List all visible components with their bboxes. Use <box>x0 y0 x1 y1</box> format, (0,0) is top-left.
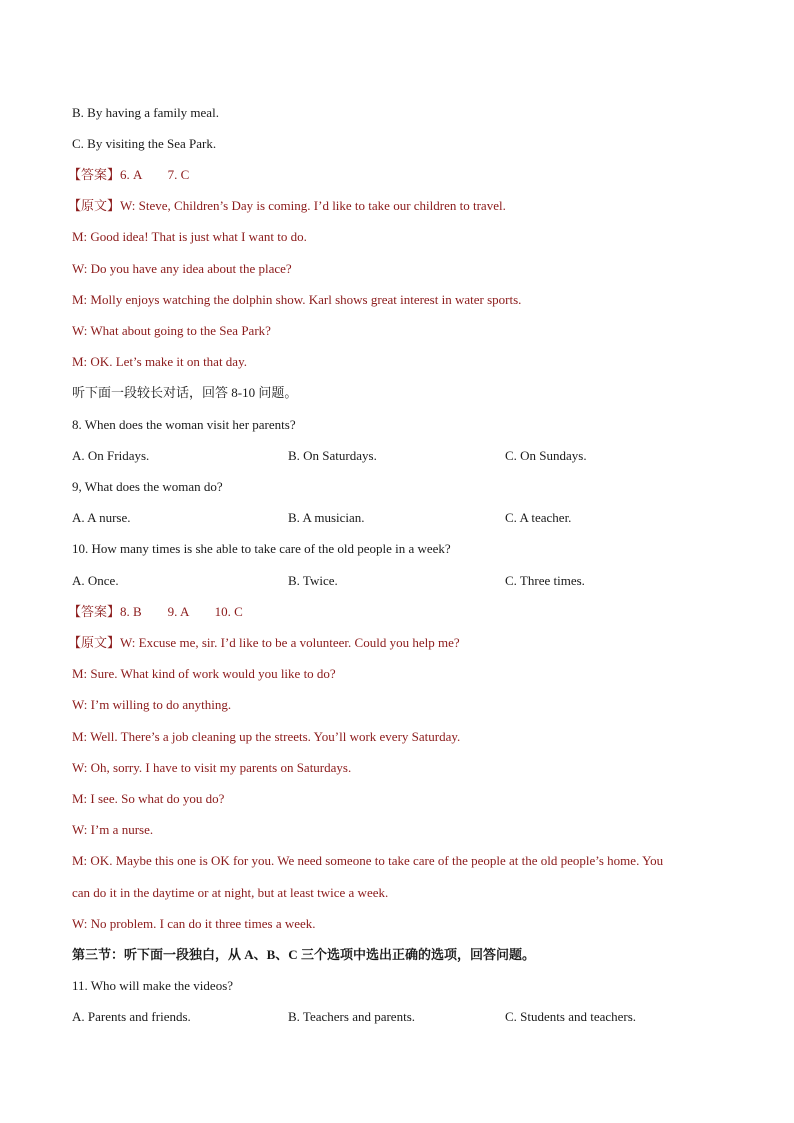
q9-option-a: A. A nurse. <box>72 510 131 525</box>
q10-option-b: B. Twice. <box>288 573 338 588</box>
option-b-line: B. By having a family meal. <box>72 105 219 120</box>
q10-option-a: A. Once. <box>72 573 119 588</box>
transcript-line-1 <box>68 198 506 214</box>
q8-option-c: C. On Sundays. <box>505 448 587 463</box>
question-8: 8. When does the woman visit her parents? <box>72 417 296 432</box>
section-heading: 第三节：听下面一段独白，从 A、B、C 三个选项中选出正确的选项，回答问题。 <box>72 947 535 962</box>
dialogue-line: W: What about going to the Sea Park? <box>72 323 271 338</box>
dialogue-line: W: Oh, sorry. I have to visit my parents on Saturdays. <box>72 760 352 775</box>
dialogue-line: M: OK. Let’s make it on that day. <box>72 354 247 369</box>
transcript-text: W: Excuse me, sir. I’d like to be a volunteer. Could you help me? <box>120 635 460 650</box>
answer-line-1 <box>68 167 190 183</box>
q8-option-b: B. On Saturdays. <box>288 448 377 463</box>
instruction-line: 听下面一段较长对话，回答 8-10 问题。 <box>72 385 298 400</box>
dialogue-line: M: OK. Maybe this one is OK for you. We need someone to take care of the people at the old people’s home. You <box>72 853 664 868</box>
dialogue-line: W: I’m a nurse. <box>72 822 154 837</box>
dialogue-line: M: Sure. What kind of work would you like to do? <box>72 666 336 681</box>
answer-line-2 <box>68 604 243 620</box>
transcript-label: 【原文】 <box>68 635 121 650</box>
transcript-label: 【原文】 <box>68 198 121 213</box>
q9-option-b: B. A musician. <box>288 510 365 525</box>
dialogue-line: W: I’m willing to do anything. <box>72 697 232 712</box>
transcript-text: W: Steve, Children’s Day is coming. I’d like to take our children to travel. <box>120 198 506 213</box>
q8-option-a: A. On Fridays. <box>72 448 150 463</box>
dialogue-line: M: I see. So what do you do? <box>72 791 225 806</box>
question-9: 9, What does the woman do? <box>72 479 223 494</box>
answer-label: 【答案】 <box>68 604 121 619</box>
q11-option-c: C. Students and teachers. <box>505 1009 637 1024</box>
dialogue-line: M: Well. There’s a job cleaning up the streets. You’ll work every Saturday. <box>72 729 461 744</box>
option-c-line: C. By visiting the Sea Park. <box>72 136 217 151</box>
answer-text: 8. B 9. A 10. C <box>120 604 243 619</box>
question-11: 11. Who will make the videos? <box>72 978 234 993</box>
answer-label: 【答案】 <box>68 167 121 182</box>
q10-option-c: C. Three times. <box>505 573 585 588</box>
q11-option-b: B. Teachers and parents. <box>288 1009 415 1024</box>
dialogue-line: M: Good idea! That is just what I want to do. <box>72 229 307 244</box>
q11-option-a: A. Parents and friends. <box>72 1009 191 1024</box>
dialogue-line: M: Molly enjoys watching the dolphin show. Karl shows great interest in water sports. <box>72 292 522 307</box>
answer-text: 6. A 7. C <box>120 167 190 182</box>
dialogue-line: W: Do you have any idea about the place? <box>72 261 292 276</box>
question-10: 10. How many times is she able to take care of the old people in a week? <box>72 541 451 556</box>
transcript-line-2 <box>68 635 460 651</box>
dialogue-line: W: No problem. I can do it three times a week. <box>72 916 316 931</box>
q9-option-c: C. A teacher. <box>505 510 572 525</box>
dialogue-line: can do it in the daytime or at night, but at least twice a week. <box>72 885 389 900</box>
